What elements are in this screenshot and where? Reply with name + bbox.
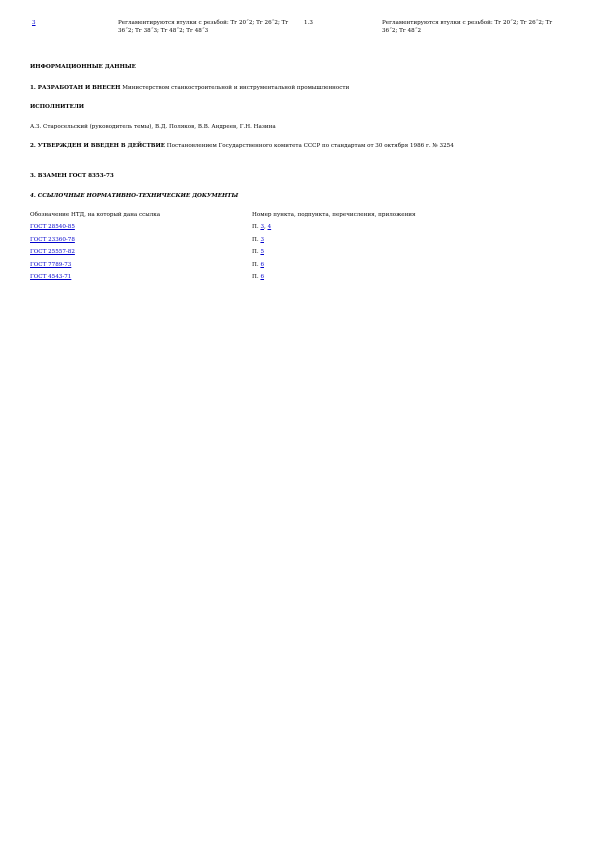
section-4: 4. ССЫЛОЧНЫЕ НОРМАТИВНО-ТЕХНИЧЕСКИЕ ДОКУМЕНТЫ (30, 193, 239, 199)
section-3: 3. ВЗАМЕН ГОСТ 8353-73 (30, 173, 114, 179)
info-heading: ИНФОРМАЦИОННЫЕ ДАННЫЕ (30, 64, 136, 70)
document-link[interactable]: ГОСТ 28540-85 (30, 224, 75, 231)
section-2-title: 2. УТВЕРЖДЕН И ВВЕДЕН В ДЕЙСТВИЕ (30, 143, 166, 149)
table-cell-doc (30, 262, 252, 274)
clause-link[interactable]: 6 (260, 261, 264, 268)
table-row (30, 274, 530, 286)
section-2 (30, 143, 550, 151)
table-cell-clause (252, 249, 530, 261)
executors-heading: ИСПОЛНИТЕЛИ (30, 104, 85, 110)
executors-list: А.З. Старосельский (руководитель темы), В.Д. Поляков, В.В. Андреев, Г.Н. Назина (30, 124, 276, 130)
amendment-new-text: Регламентируются втулки с резьбой: Тг 20˝2; Тг 26˝2; Тг 36˝2; Тг 48˝2 (382, 20, 553, 34)
clause-link[interactable]: 4 (267, 224, 272, 231)
table-cell-clause (252, 262, 530, 274)
document-link[interactable]: ГОСТ 23360-78 (30, 236, 75, 243)
clause-link[interactable]: 6 (260, 273, 264, 280)
section-1-text: Министерством станкостроительной и инструментальной промышленности (120, 85, 350, 91)
table-row (30, 224, 530, 236)
table-cell-doc (30, 237, 252, 249)
table-header-doc: Обозначение НТД, на который дана ссылка (30, 212, 161, 218)
table-cell-doc (30, 249, 252, 261)
table-row (30, 262, 530, 274)
clause-prefix: П. (252, 273, 261, 280)
table-row (30, 249, 530, 261)
table-cell-doc (30, 224, 252, 236)
section-2-text: Постановлением Государственного комитета СССР по стандартам от 30 октября 1986 г. № 3254 (165, 143, 454, 149)
references-table (30, 212, 530, 286)
clause-separator: , (264, 224, 268, 231)
table-cell-clause (252, 224, 530, 236)
clause-prefix: П. (252, 249, 261, 256)
clause-prefix: П. (252, 261, 261, 268)
table-cell-clause (252, 274, 530, 286)
amendment-item-link[interactable]: 3 (32, 20, 36, 26)
section-1-title: 1. РАЗРАБОТАН И ВНЕСЕН (30, 85, 121, 91)
clause-prefix: П. (252, 224, 261, 231)
section-1 (30, 85, 560, 93)
clause-prefix: П. (252, 236, 261, 243)
amendment-row (0, 20, 595, 50)
table-header-row (30, 212, 530, 224)
table-header-clause: Номер пункта, подпункта, перечисления, приложения (252, 212, 416, 218)
table-cell-clause (252, 237, 530, 249)
document-link[interactable]: ГОСТ 4543-71 (30, 273, 72, 280)
document-link[interactable]: ГОСТ 7789-73 (30, 261, 72, 268)
table-body (30, 224, 530, 286)
document-link[interactable]: ГОСТ 25557-82 (30, 249, 75, 256)
clause-link[interactable]: 3 (260, 236, 264, 243)
amendment-old-text: Регламентируются втулки с резьбой: Тг 20˝2; Тг 26˝2; Тг 36˝2; Тг 38˝3; Тг 48˝2; Тг 48˝3 (118, 20, 289, 34)
clause-link[interactable]: 5 (260, 249, 264, 256)
clause-link[interactable]: 3 (260, 224, 264, 231)
amendment-clause-number: 1.3 (304, 20, 313, 26)
table-cell-doc (30, 274, 252, 286)
table-row (30, 237, 530, 249)
